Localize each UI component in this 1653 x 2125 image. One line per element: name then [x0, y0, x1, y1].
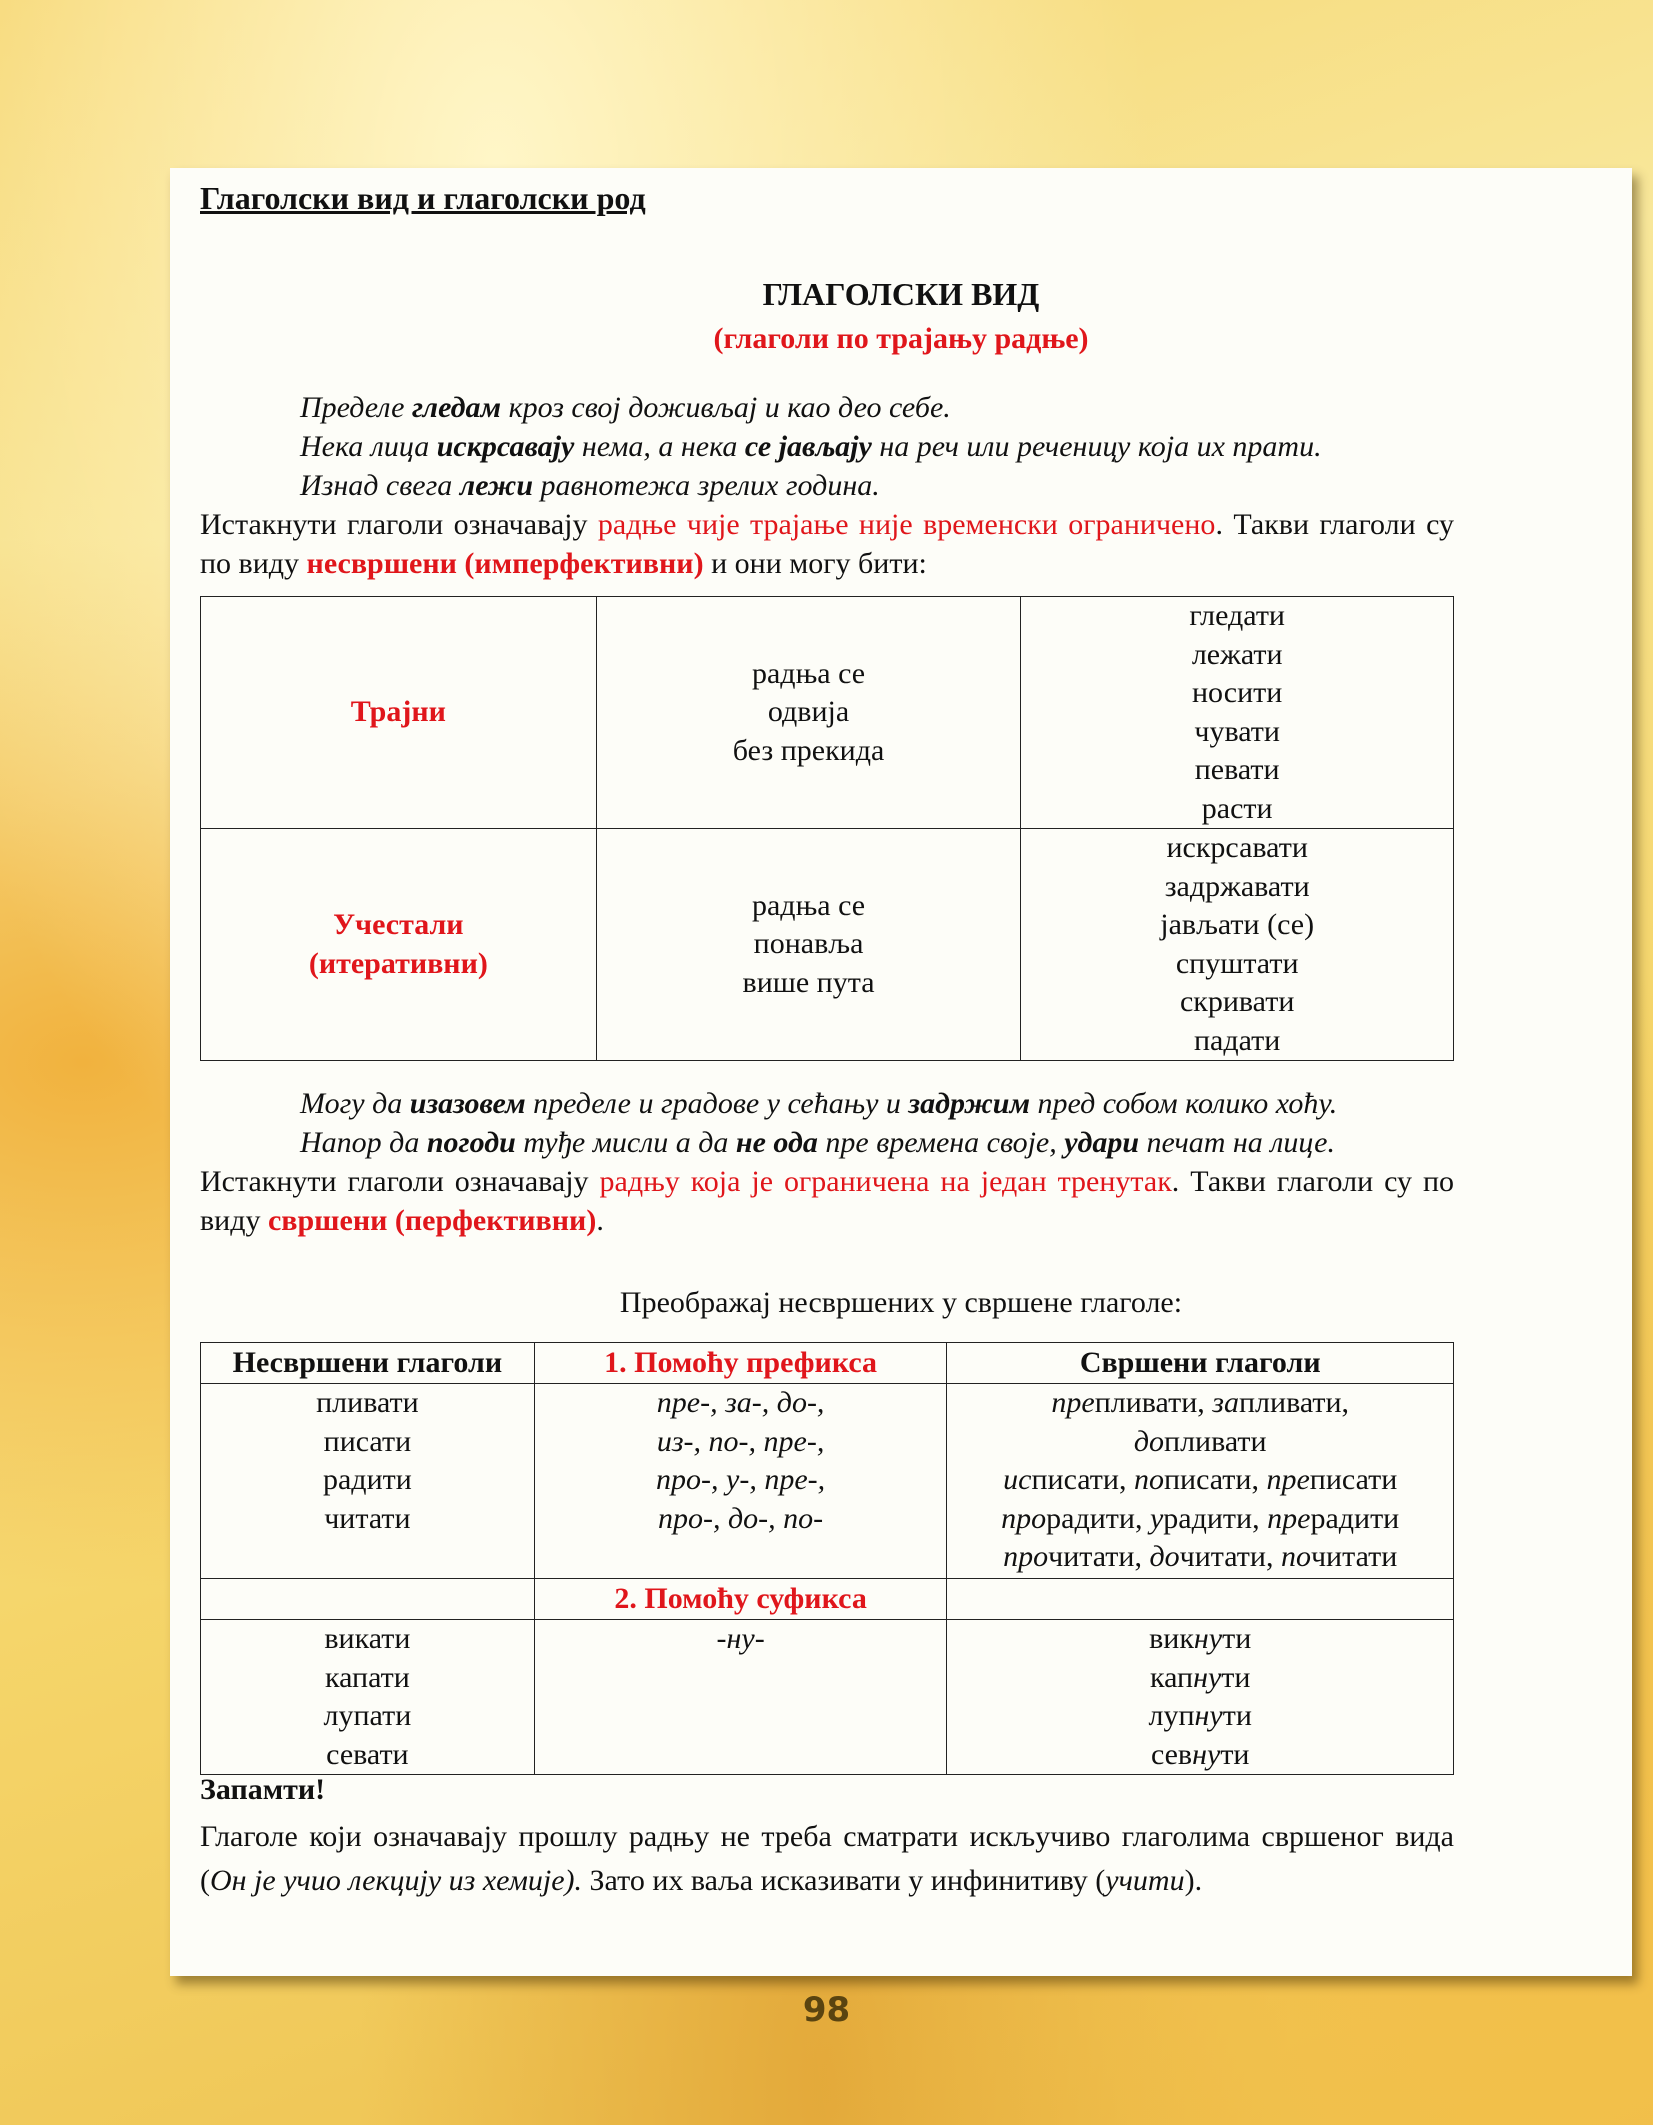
imperfective-table: [200, 596, 1454, 1061]
example-line-2: [300, 427, 1322, 466]
verb: викати: [324, 1622, 411, 1655]
text: кроз свој доживљај и као део себе.: [501, 391, 951, 424]
verb: падати: [1194, 1023, 1281, 1057]
page-subtitle: (глаголи по трајању радње): [713, 322, 1089, 355]
stem: радити: [1310, 1501, 1400, 1535]
prefix: до: [1133, 1424, 1165, 1458]
type-label: Учестали: [333, 908, 464, 941]
stem: писати,: [1163, 1463, 1267, 1496]
example-line-3: [300, 466, 880, 505]
paragraph-imperfective: [200, 505, 1454, 583]
verb: расти: [1201, 791, 1273, 825]
stem: писати: [1309, 1463, 1398, 1496]
column-header: Свршени глаголи: [947, 1343, 1454, 1384]
text: Изнад свега: [300, 469, 460, 502]
suffix-part: ну: [1193, 1660, 1222, 1694]
suffix-part: ну: [1193, 1622, 1223, 1655]
desc-line: без прекида: [732, 733, 885, 767]
italic-example: Он је учио лекцију из хемије).: [210, 1864, 583, 1897]
verb: лежати: [1191, 637, 1283, 671]
verbs-cell: [1021, 597, 1454, 829]
prefix: по: [1280, 1540, 1311, 1573]
prefix: пре: [1051, 1386, 1095, 1419]
perfective-line: [947, 1620, 1453, 1659]
stem: радити,: [1046, 1501, 1150, 1535]
suffix-cell: [534, 1620, 947, 1775]
prefix: ис: [1003, 1463, 1032, 1496]
suffix-header-cell: [534, 1579, 947, 1620]
type-cell: [201, 829, 597, 1061]
verb: пливати: [316, 1386, 419, 1419]
type-label: Трајни: [350, 695, 446, 729]
stem: радити,: [1163, 1501, 1268, 1535]
text: Пределе: [300, 391, 412, 424]
text: на реч или реченицу која их прати.: [871, 430, 1322, 463]
paragraph-perfective: [200, 1162, 1454, 1240]
prefix: до: [1149, 1540, 1180, 1573]
text: и они могу бити:: [703, 547, 927, 580]
text: туђе мисли а да: [515, 1126, 736, 1159]
text: Могу да: [300, 1087, 410, 1120]
stem: кап: [1149, 1660, 1194, 1694]
italic-example: учити: [1105, 1864, 1185, 1897]
example-line-1: [300, 388, 951, 427]
desc-line: одвија: [767, 695, 850, 729]
text: Глаголе који означавају прошлу радњу не треба сматрати искључиво глаголима свршеног вида (: [200, 1820, 1454, 1897]
table-caption: Преображај несвршених у свршене глаголе:: [619, 1286, 1183, 1319]
page-number: 98: [802, 1990, 851, 2030]
stem: читати,: [1048, 1540, 1150, 1573]
stem: пливати,: [1094, 1386, 1213, 1419]
text: пред собом колико хоћу.: [1030, 1087, 1338, 1120]
perfective-line: [947, 1500, 1453, 1539]
suffix: -ну-: [716, 1622, 765, 1655]
prefix: пре: [1267, 1501, 1311, 1535]
text: ).: [1184, 1864, 1203, 1897]
type-label: (итеративни): [308, 946, 488, 980]
empty-cell: [947, 1579, 1454, 1620]
highlight-verb: изазовем: [409, 1087, 526, 1120]
verb: задржавати: [1164, 869, 1310, 903]
imperfective-cell: [201, 1620, 535, 1775]
verb: чувати: [1194, 714, 1280, 748]
text: пределе и градове у сећању и: [525, 1087, 909, 1120]
prefix-list: про-, до-, по-: [658, 1501, 824, 1535]
prefix-cell: [534, 1384, 947, 1579]
imperfective-cell: [201, 1384, 535, 1579]
text: Напор да: [300, 1126, 427, 1159]
perfective-line: [947, 1423, 1453, 1462]
text: Зато их ваља исказивати у инфинитиву (: [582, 1864, 1106, 1897]
perfective-line: [947, 1697, 1453, 1736]
text: Истакнути глаголи означавају: [200, 508, 598, 541]
verb: јављати (се): [1160, 908, 1315, 941]
verbs-cell: [1021, 829, 1454, 1061]
highlight-verb: се јављају: [744, 430, 872, 463]
suffix-header: 2. Помоћу суфикса: [614, 1581, 867, 1615]
suffix-part: ну: [1194, 1699, 1223, 1732]
perfective-line: [947, 1538, 1453, 1577]
text: пре времена своје,: [817, 1126, 1065, 1159]
perfective-cell: [947, 1384, 1454, 1579]
example-line-5: [300, 1123, 1335, 1162]
ending: ти: [1221, 1660, 1251, 1694]
text: нема, а нека: [574, 430, 745, 463]
text: .: [596, 1204, 604, 1237]
verb: радити: [322, 1463, 412, 1496]
highlight-verb: лежи: [459, 469, 534, 502]
perfective-line: [947, 1384, 1453, 1423]
text: равнотежа зрелих година.: [533, 469, 880, 502]
table-row: [201, 1620, 1454, 1775]
remember-title: Запамти!: [200, 1773, 326, 1806]
empty-cell: [201, 1579, 535, 1620]
description-cell: [596, 597, 1021, 829]
stem: читати,: [1179, 1540, 1281, 1573]
suffix-part: ну: [1192, 1737, 1221, 1771]
perfective-line: [947, 1659, 1453, 1698]
prefix: пре: [1266, 1463, 1310, 1496]
text: Истакнути глаголи означавају: [200, 1165, 600, 1198]
highlight-verb: не ода: [735, 1126, 818, 1159]
prefix-list: из-, по-, пре-,: [656, 1424, 825, 1458]
prefix-list: про-, у-, пре-,: [656, 1463, 826, 1496]
desc-line: радња се: [751, 888, 866, 922]
table-header-row: [201, 1343, 1454, 1384]
red-text: радњу која је ограничена на један тренутак: [599, 1165, 1172, 1198]
text: печат на лице.: [1139, 1126, 1335, 1159]
stem: вик: [1149, 1622, 1194, 1655]
page-title: ГЛАГОЛСКИ ВИД: [762, 276, 1040, 312]
table-subheader-row: [201, 1579, 1454, 1620]
section-header: Глаголски вид и глаголски род: [200, 180, 646, 216]
text: . Такви глаголи су по виду: [200, 1165, 1454, 1237]
highlight-verb: гледам: [412, 391, 502, 424]
highlight-verb: удари: [1064, 1126, 1140, 1159]
transformation-table: [200, 1342, 1454, 1775]
ending: ти: [1220, 1737, 1250, 1771]
verb: гледати: [1189, 599, 1285, 632]
stem: сев: [1150, 1737, 1193, 1771]
ending: ти: [1222, 1622, 1252, 1655]
red-term: свршени (перфективни): [267, 1204, 597, 1237]
prefix: у: [1149, 1501, 1164, 1535]
verb: скривати: [1179, 985, 1295, 1018]
verb: искрсавати: [1166, 831, 1308, 864]
desc-line: радња се: [751, 656, 866, 690]
highlight-verb: погоди: [426, 1126, 516, 1159]
prefix-list: пре-, за-, до-,: [656, 1386, 825, 1419]
prefix: за: [1212, 1386, 1239, 1419]
stem: луп: [1148, 1699, 1195, 1732]
description-cell: [596, 829, 1021, 1061]
table-row: [201, 597, 1454, 829]
perfective-line: [947, 1736, 1453, 1775]
highlight-verb: задржим: [908, 1087, 1031, 1120]
table-row: [201, 1384, 1454, 1579]
verb: носити: [1192, 676, 1283, 709]
stem: пливати: [1164, 1424, 1267, 1458]
verb: писати: [323, 1424, 412, 1458]
verb: певати: [1194, 753, 1280, 786]
verb: капати: [324, 1660, 410, 1694]
highlight-verb: искрсавају: [436, 430, 575, 463]
desc-line: понавља: [753, 927, 864, 961]
verb: лупати: [323, 1699, 412, 1732]
stem: читати: [1310, 1540, 1398, 1573]
red-term: несвршени (имперфективни): [306, 547, 704, 580]
ending: ти: [1222, 1699, 1252, 1732]
desc-line: више пута: [742, 965, 875, 999]
text: Нека лица: [300, 430, 437, 463]
prefix: про: [1003, 1540, 1049, 1573]
stem: писати,: [1031, 1463, 1134, 1496]
verb: севати: [326, 1737, 409, 1771]
red-text: радње чије трајање није временски ограничено: [597, 508, 1216, 541]
prefix: по: [1133, 1463, 1164, 1496]
prefix: про: [1001, 1501, 1047, 1535]
remember-text: [200, 1815, 1454, 1903]
table-row: [201, 829, 1454, 1061]
column-header: Несвршени глаголи: [201, 1343, 535, 1384]
stem: пливати,: [1238, 1386, 1350, 1419]
verb: спуштати: [1175, 946, 1299, 980]
column-header: 1. Помоћу префикса: [534, 1343, 947, 1384]
text: . Такви глаголи су по виду: [200, 508, 1454, 580]
verb: читати: [324, 1501, 411, 1535]
type-cell: [201, 597, 597, 829]
example-line-4: [300, 1084, 1337, 1123]
perfective-line: [947, 1461, 1453, 1500]
perfective-cell: [947, 1620, 1454, 1775]
